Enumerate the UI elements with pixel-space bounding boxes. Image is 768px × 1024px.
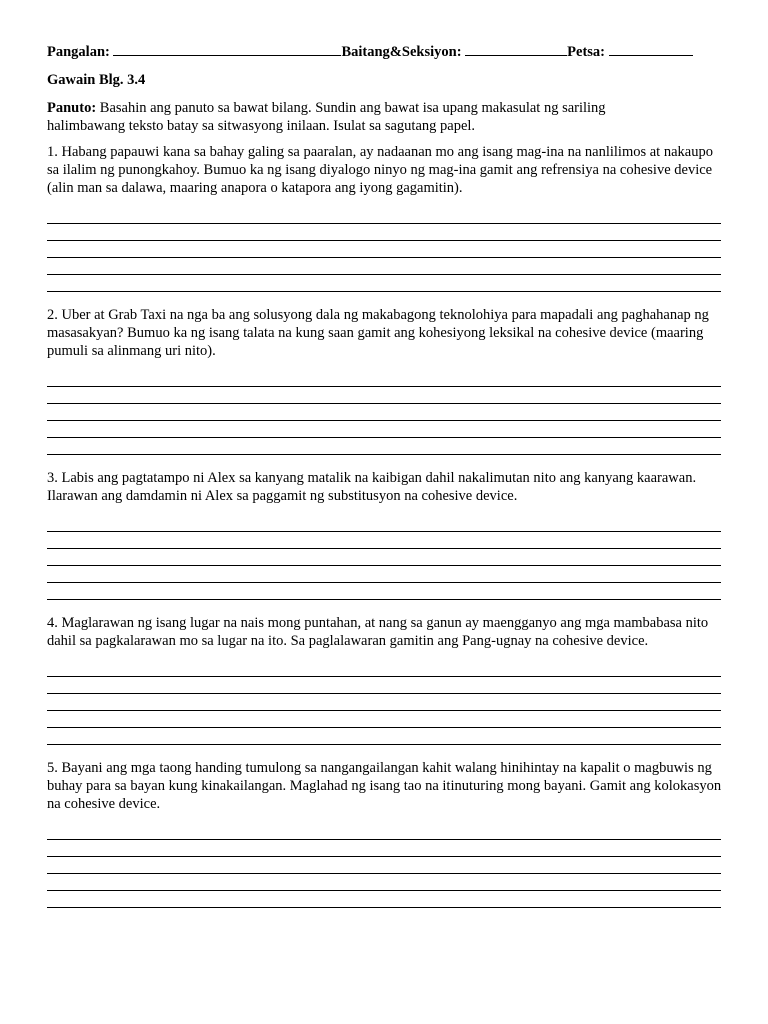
answer-line[interactable] — [47, 387, 721, 404]
grade-section-blank[interactable] — [465, 42, 567, 56]
name-label: Pangalan: — [47, 44, 110, 60]
answer-line[interactable] — [47, 827, 721, 840]
answer-line[interactable] — [47, 374, 721, 387]
answer-line[interactable] — [47, 857, 721, 874]
item-3 — [47, 469, 721, 600]
answer-line[interactable] — [47, 241, 721, 258]
item-2 — [47, 306, 721, 455]
answer-line[interactable] — [47, 421, 721, 438]
answer-line[interactable] — [47, 549, 721, 566]
answer-line[interactable] — [47, 519, 721, 532]
item-prompt: 3. Labis ang pagtatampo ni Alex sa kanyang matalik na kaibigan dahil nakalimutan nito ang kanyang kaarawan. Ilarawan ang damdamin ni Alex sa paggamit ng substitusyon na cohesive device. — [47, 470, 697, 504]
answer-line[interactable] — [47, 583, 721, 600]
answer-line[interactable] — [47, 532, 721, 549]
item-1 — [47, 143, 721, 292]
student-info-header — [47, 42, 721, 61]
answer-line[interactable] — [47, 711, 721, 728]
date-label: Petsa: — [567, 44, 605, 60]
answer-line[interactable] — [47, 566, 721, 583]
grade-section-label: Baitang&Seksiyon: — [341, 44, 462, 60]
answer-line[interactable] — [47, 677, 721, 694]
name-blank[interactable] — [113, 42, 341, 56]
answer-line[interactable] — [47, 275, 721, 292]
answer-line[interactable] — [47, 891, 721, 908]
answer-lines[interactable] — [47, 519, 721, 600]
answer-line[interactable] — [47, 840, 721, 857]
answer-lines[interactable] — [47, 374, 721, 455]
directions-label: Panuto: — [47, 100, 97, 116]
directions-text: Basahin ang panuto sa bawat bilang. Sundin ang bawat isa upang makasulat ng sariling halimbawang teksto batay sa sitwasyong inilaan. Isulat sa sagutang papel. — [47, 100, 606, 134]
answer-lines[interactable] — [47, 211, 721, 292]
activity-title: Gawain Blg. 3.4 — [47, 72, 146, 88]
answer-line[interactable] — [47, 438, 721, 455]
answer-line[interactable] — [47, 728, 721, 745]
answer-line[interactable] — [47, 664, 721, 677]
item-prompt: 4. Maglarawan ng isang lugar na nais mong puntahan, at nang sa ganun ay maengganyo ang mga mambabasa nito dahil sa pagkalarawan mo sa lugar na ito. Sa paglalawaran gamitin ang Pang-ugnay na cohesive device. — [47, 615, 709, 649]
item-prompt: 5. Bayani ang mga taong handing tumulong sa nangangailangan kahit walang hinihintay na kapalit o magbuwis ng buhay para sa bayan kung kinakailangan. Maglahad ng isang tao na itinuturing mong bayani. Gamit ang kolokasyon na cohesive device. — [47, 760, 722, 812]
answer-line[interactable] — [47, 211, 721, 224]
directions — [47, 99, 657, 135]
answer-line[interactable] — [47, 258, 721, 275]
item-prompt: 2. Uber at Grab Taxi na nga ba ang solusyong dala ng makabagong teknolohiya para mapadali ang paghahanap ng masasakyan? Bumuo ka ng isang talata na kung saan gamit ang kohesiyong leksikal na cohesive device (maaring pumuli sa alinmang uri nito). — [47, 307, 709, 359]
date-blank[interactable] — [609, 42, 693, 56]
answer-lines[interactable] — [47, 827, 721, 908]
answer-line[interactable] — [47, 874, 721, 891]
answer-line[interactable] — [47, 694, 721, 711]
answer-line[interactable] — [47, 224, 721, 241]
item-prompt: 1. Habang papauwi kana sa bahay galing sa paaralan, ay nadaanan mo ang isang mag-ina na nanlilimos at nakaupo sa ilalim ng punongkahoy. Bumuo ka ng isang diyalogo ninyo ng mag-ina gamit ang refrensiya na cohesive device (alin man sa dalawa, maaring anapora o katapora ang iyong gagamitin). — [47, 144, 713, 196]
item-5 — [47, 759, 721, 908]
item-4 — [47, 614, 721, 745]
answer-line[interactable] — [47, 404, 721, 421]
answer-lines[interactable] — [47, 664, 721, 745]
